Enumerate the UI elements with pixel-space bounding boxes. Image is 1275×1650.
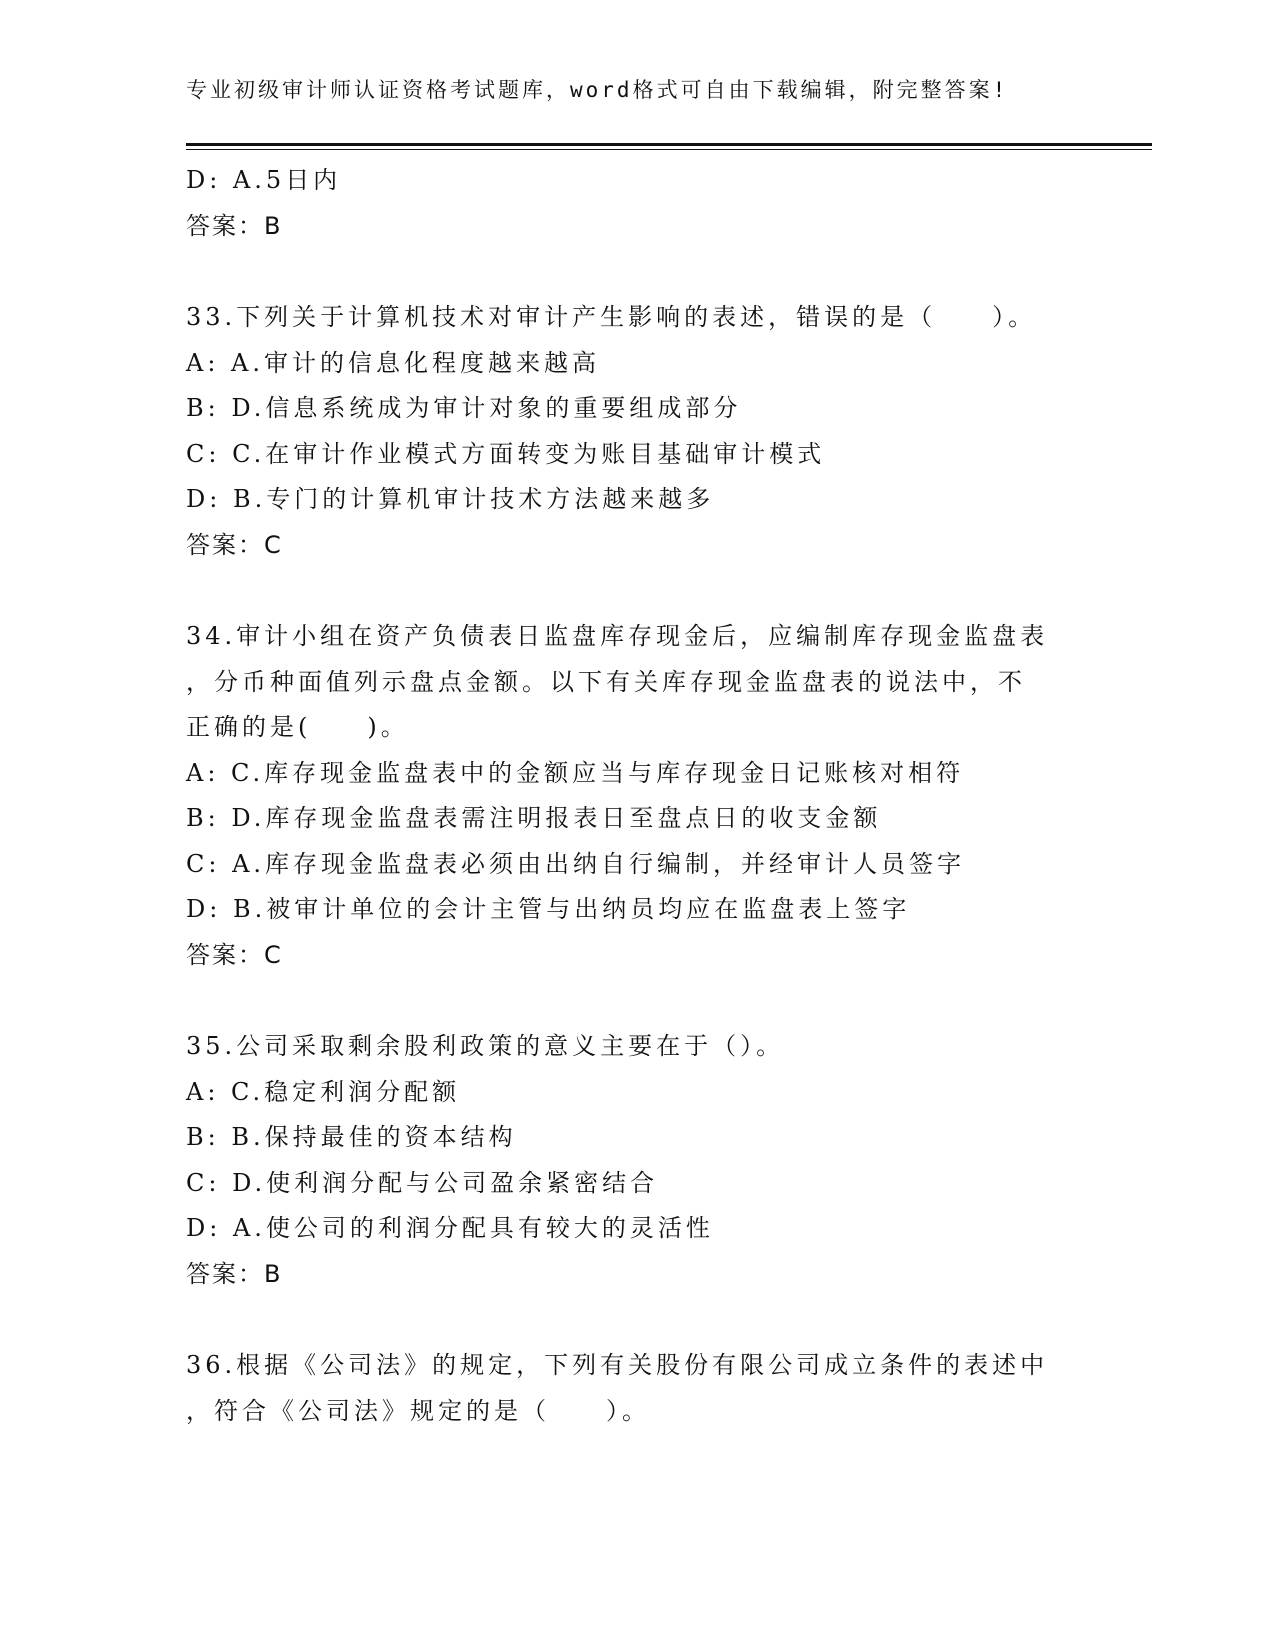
spacer: [186, 249, 1086, 295]
question-content: [186, 158, 1086, 1434]
spacer: [186, 978, 1086, 1024]
question-block-36: [186, 1343, 1086, 1434]
header-divider-thin: [186, 149, 1152, 150]
question-stem: 33.下列关于计算机技术对审计产生影响的表述，错误的是（ ）。: [186, 303, 1037, 331]
option-c: C: C.在审计作业模式方面转变为账目基础审计模式: [186, 439, 826, 468]
option-c: C: A.库存现金监盘表必须由出纳自行编制，并经审计人员签字: [186, 849, 966, 878]
question-block-33: [186, 295, 1086, 568]
option-c: C: D.使利润分配与公司盈余紧密结合: [186, 1168, 659, 1197]
option-b: B: D.库存现金监盘表需注明报表日至盘点日的收支金额: [186, 804, 882, 832]
page-header-title: 专业初级审计师认证资格考试题库，word格式可自由下载编辑，附完整答案!: [186, 78, 1009, 102]
spacer: [186, 1297, 1086, 1343]
option-b: B: B.保持最佳的资本结构: [186, 1123, 517, 1151]
option-d: D: B.被审计单位的会计主管与出纳员均应在监盘表上签字: [186, 895, 911, 923]
option-d: D: A.使公司的利润分配具有较大的灵活性: [186, 1214, 714, 1242]
question-stem: 34.审计小组在资产负债表日监盘库存现金后，应编制库存现金监盘表: [186, 622, 1049, 650]
question-stem: ，符合《公司法》规定的是（ ）。: [186, 1396, 650, 1425]
answer-line: 答案：C: [186, 530, 283, 559]
option-d: D: B.专门的计算机审计技术方法越来越多: [186, 485, 715, 513]
header-divider-thick: [186, 143, 1152, 146]
question-block-35: [186, 1024, 1086, 1297]
question-stem: 35.公司采取剩余股利政策的意义主要在于（）。: [186, 1032, 785, 1060]
answer-line: 答案：B: [186, 1259, 283, 1288]
spacer: [186, 568, 1086, 614]
question-stem: ，分币种面值列示盘点金额。以下有关库存现金监盘表的说法中，不: [186, 667, 1026, 696]
question-block-34: [186, 614, 1086, 978]
option-d: D: A.5日内: [186, 166, 342, 194]
option-a: A: C.库存现金监盘表中的金额应当与库存现金日记账核对相符: [186, 758, 965, 787]
question-stem: 36.根据《公司法》的规定，下列有关股份有限公司成立条件的表述中: [186, 1351, 1049, 1379]
answer-line: 答案：B: [186, 211, 283, 240]
answer-line: 答案：C: [186, 940, 283, 969]
option-a: A: C.稳定利润分配额: [186, 1077, 461, 1106]
option-b: B: D.信息系统成为审计对象的重要组成部分: [186, 394, 742, 422]
option-a: A: A.审计的信息化程度越来越高: [186, 348, 601, 377]
question-stem: 正确的是( )。: [186, 713, 409, 741]
